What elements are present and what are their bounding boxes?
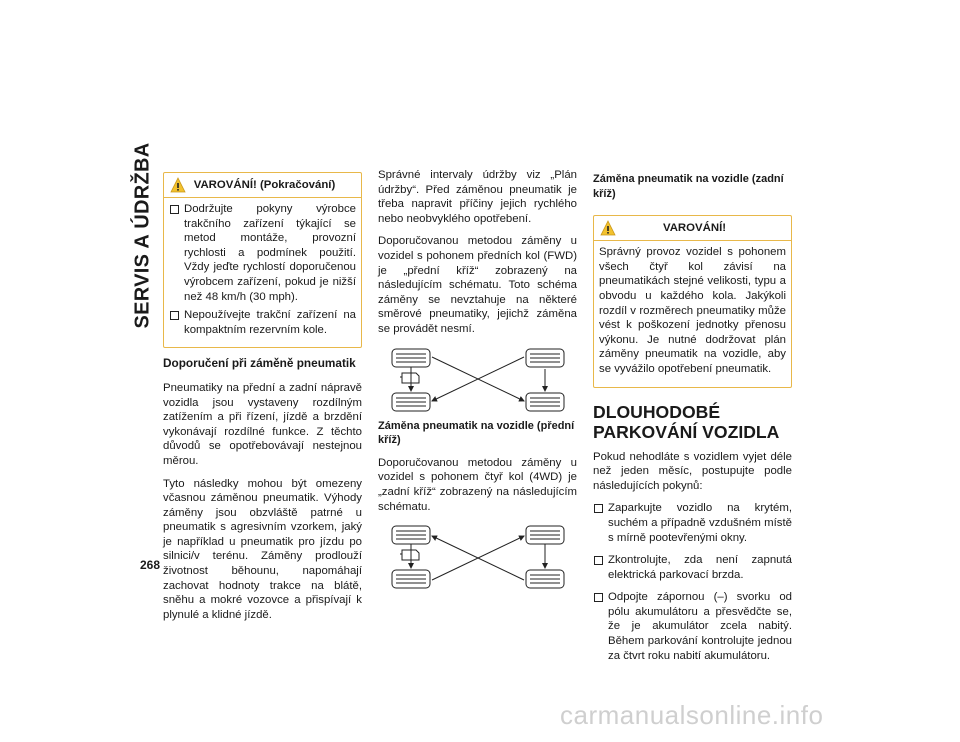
tire-rear-left xyxy=(392,393,430,411)
paragraph: Správné intervaly údržby viz „Plán údržby“. Před záměnou pneumatik je třeba napravit příčiny jejich rychlého nebo neobvyklého opotřebení. xyxy=(378,169,577,225)
front-cross-diagram xyxy=(378,345,577,415)
column-1 xyxy=(163,172,362,630)
diagram-caption-rear-cross: Záměna pneumatik na vozidle (zadní kříž) xyxy=(593,173,784,200)
bullet-box-icon xyxy=(170,205,179,214)
paragraph: Doporučovanou metodou záměny u vozidel s pohonem předních kol (FWD) je „přední kříž“ zobrazený na následujícím schématu. Toto schéma záměny se nevztahuje na některé směrové pneumatiky, jejichž záměna se provádět nesmí. xyxy=(378,235,577,335)
paragraph: Pokud nehodláte s vozidlem vyjet déle než jeden měsíc, postupujte podle následujících pokynů: xyxy=(593,450,792,492)
warning-bullet: Dodržujte pokyny výrobce trakčního zařízení týkající se metod montáže, provozní rychlosti a podmínek použití. Vždy jeďte rychlostí doporučenou výrobcem zařízení, pokud je nižší než 48 km/h (30 mph). xyxy=(169,202,356,304)
warning-bullet: Nepoužívejte trakční zařízení na kompaktním rezervním kole. xyxy=(169,308,356,337)
list-item: Odpojte zápornou (–) svorku od pólu akumulátoru a přesvědčte se, že je akumulátor zcela nabitý. Během parkování kontrolujte jednou za čtvrt roku nabití akumulátoru. xyxy=(593,590,792,663)
tire-rear-right xyxy=(526,393,564,411)
rear-cross-diagram xyxy=(378,522,577,592)
column-3 xyxy=(593,172,792,671)
bullet-box-icon xyxy=(594,556,603,565)
diagram-caption-front-cross: Záměna pneumatik na vozidle (přední kříž) xyxy=(378,419,575,447)
warning-triangle-icon xyxy=(170,177,186,193)
bullet-box-icon xyxy=(594,504,603,513)
section-side-title: SERVIS A ÚDRŽBA xyxy=(131,141,154,329)
column-2 xyxy=(378,168,577,596)
paragraph: Pneumatiky na přední a zadní nápravě vozidla jsou vystaveny rozdílným zatížením a při řízení, jízdě a brzdění vykonávají rozdílné funkce. Z těchto důvodů se opotřebovávají nestejnou měrou. xyxy=(163,381,362,467)
paragraph: Doporučovanou metodou záměny u vozidel s pohonem čtyř kol (4WD) je „zadní kříž“ zobrazený na následujícím schématu. xyxy=(378,456,577,513)
warning-title: VAROVÁNÍ! xyxy=(662,221,727,234)
engine-icon xyxy=(400,373,419,383)
tire-rear-left xyxy=(392,570,430,588)
tire-front-left xyxy=(392,526,430,544)
subheading-rotation-recommendation: Doporučení při záměně pneumatik xyxy=(163,356,356,371)
warning-header xyxy=(164,173,361,198)
warning-title: VAROVÁNÍ! (Pokračování) xyxy=(193,178,336,191)
list-item: Zkontrolujte, zda není zapnutá elektrická parkovací brzda. xyxy=(593,553,792,582)
tire-front-right xyxy=(526,349,564,367)
watermark: carmanualsonline.info xyxy=(560,700,824,730)
bullet-box-icon xyxy=(594,593,603,602)
paragraph: Tyto následky mohou být omezeny včasnou záměnou pneumatik. Výhody záměny jsou obzvláště patrné u pneumatik s agresivním vzorkem, jaký je například u pneumatik pro jízdu po silnici/v terénu. Záměny prodlouží životnost běhounu, napomáhají zachovat hodnoty trakce na blátě, sněhu a mokré vozovce a přispívají k plynulé a klidné jízdě. xyxy=(163,477,362,621)
section-heading-long-term-parking: DLOUHODOBÉ PARKOVÁNÍ VOZIDLA xyxy=(593,401,780,442)
warning-box-continued xyxy=(163,172,362,348)
warning-header xyxy=(594,216,791,241)
page-number: 268 xyxy=(140,558,161,572)
warning-box xyxy=(593,215,792,387)
warning-triangle-icon xyxy=(600,220,616,236)
warning-text: Správný provoz vozidel s pohonem všech čtyř kol závisí na pneumatikách stejné velikosti, typu a obvodu u každého kola. Jakýkoli rozdíl v rozměrech pneumatiky může vést k poškození jednotky přenosu výkonu. Je nutné dodržovat plán záměny pneumatik na vozidle, aby se vyvážilo opotřebení pneumatik. xyxy=(599,246,786,375)
tire-front-right xyxy=(526,526,564,544)
tire-front-left xyxy=(392,349,430,367)
tire-rear-right xyxy=(526,570,564,588)
bullet-box-icon xyxy=(170,311,179,320)
list-item: Zaparkujte vozidlo na krytém, suchém a případně vzdušném místě s mírně pootevřenými okny. xyxy=(593,501,792,545)
engine-icon xyxy=(400,550,419,560)
